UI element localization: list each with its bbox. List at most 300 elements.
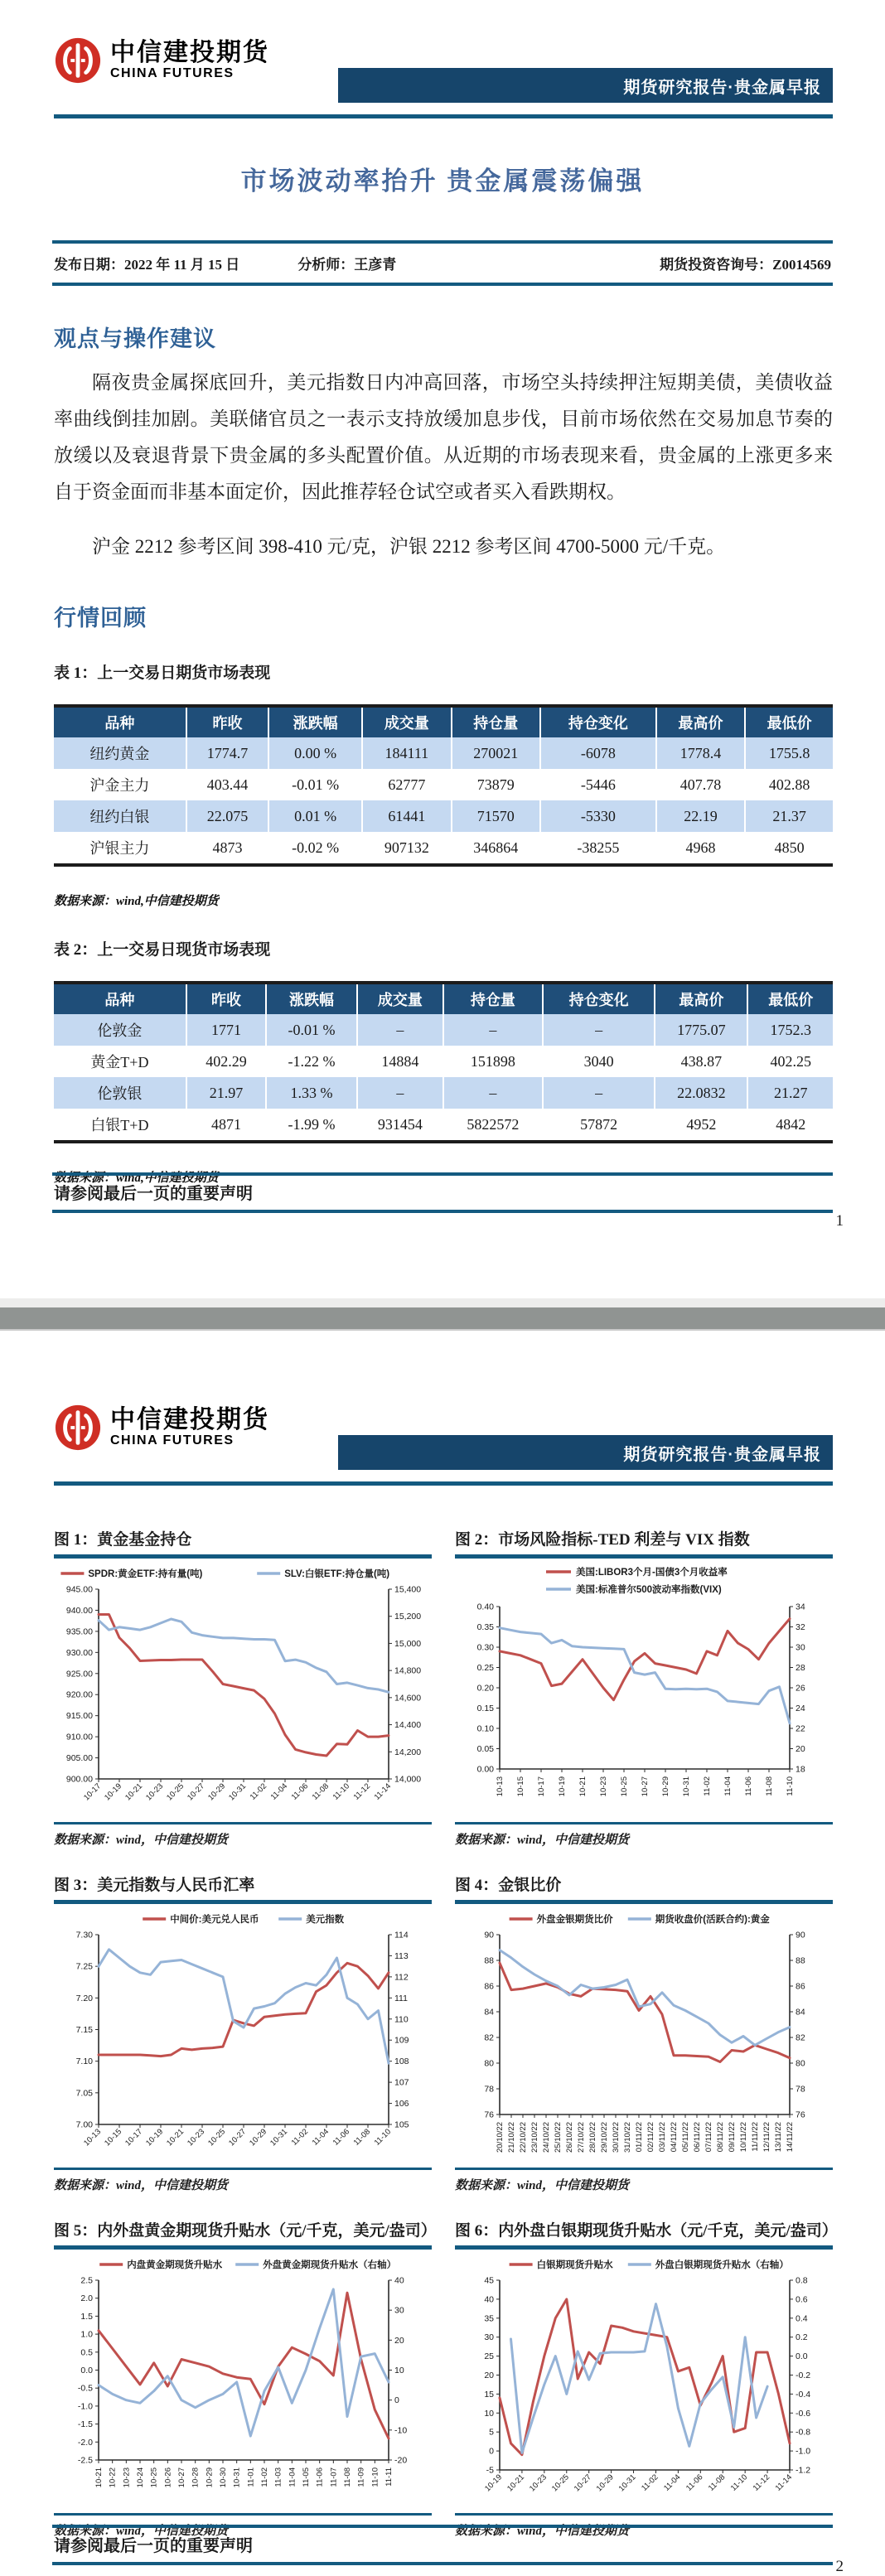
top-margin <box>0 0 885 36</box>
svg-text:11-04: 11-04 <box>288 2467 297 2487</box>
report-banner: 期货研究报告·贵金属早报 <box>338 68 833 103</box>
table-cell: 4952 <box>655 1109 747 1142</box>
table-row <box>54 737 833 769</box>
svg-text:90: 90 <box>796 1930 805 1940</box>
svg-text:0.30: 0.30 <box>476 1642 494 1653</box>
table-cell: – <box>543 1014 655 1046</box>
svg-text:2.0: 2.0 <box>80 2293 93 2304</box>
column-header: 涨跌幅 <box>268 706 362 737</box>
table-cell: 1752.3 <box>747 1014 833 1046</box>
data-source-note: 数据来源：wind，中信建投期货 <box>54 2525 229 2538</box>
svg-text:112: 112 <box>394 1972 409 1983</box>
table-cell: 14884 <box>357 1046 443 1077</box>
svg-text:940.00: 940.00 <box>65 1605 93 1616</box>
svg-text:-5: -5 <box>486 2465 494 2476</box>
svg-text:07/11/22: 07/11/22 <box>704 2122 713 2153</box>
svg-text:10-25: 10-25 <box>549 2472 571 2494</box>
figure-rule <box>54 2245 432 2250</box>
table-cell: 907132 <box>362 832 451 865</box>
svg-text:10-19: 10-19 <box>103 1781 124 1803</box>
table-cell: 62777 <box>362 769 451 800</box>
figure-3-usd-cny <box>54 1873 432 2193</box>
column-header: 品种 <box>54 706 186 737</box>
report-banner: 期货研究报告·贵金属早报 <box>338 1435 833 1470</box>
svg-text:-1.0: -1.0 <box>796 2446 811 2457</box>
svg-text:111: 111 <box>394 1993 408 2003</box>
svg-text:26/10/22: 26/10/22 <box>565 2122 574 2153</box>
svg-text:SLV:白银ETF:持仓量(吨): SLV:白银ETF:持仓量(吨) <box>284 1569 390 1579</box>
table-cell: 71570 <box>452 800 540 832</box>
citic-logo-icon <box>54 1404 102 1452</box>
figure-1-gold-etf-holdings <box>54 1527 432 1848</box>
table-cell: 4968 <box>656 832 745 865</box>
svg-text:11-06: 11-06 <box>331 2127 352 2148</box>
svg-text:78: 78 <box>796 2084 805 2095</box>
svg-text:26: 26 <box>796 1683 805 1694</box>
svg-text:10-29: 10-29 <box>248 2127 269 2148</box>
table-cell: 3040 <box>543 1046 655 1077</box>
svg-text:11-08: 11-08 <box>706 2472 728 2493</box>
svg-text:0: 0 <box>394 2395 399 2406</box>
svg-text:110: 110 <box>394 2014 409 2025</box>
table-cell: 21.37 <box>745 800 833 832</box>
logo-name-en: CHINA FUTURES <box>110 1433 235 1447</box>
page-number: 1 <box>835 1212 844 1230</box>
svg-text:01/11/22: 01/11/22 <box>635 2122 644 2153</box>
page-footer-disclaimer: 请参阅最后一页的重要声明 <box>52 2525 833 2565</box>
logo-name-cn: 中信建投期货 <box>110 1406 269 1433</box>
svg-text:10-19: 10-19 <box>558 1776 567 1797</box>
table-cell: 22.19 <box>656 800 745 832</box>
svg-text:02/11/22: 02/11/22 <box>646 2122 655 2153</box>
figure-caption: 图 5：内外盘黄金期现货升贴水（元/千克，美元/盎司） <box>54 2222 437 2240</box>
svg-text:-20: -20 <box>394 2455 408 2466</box>
svg-text:25/10/22: 25/10/22 <box>554 2122 563 2153</box>
svg-text:11/11/22: 11/11/22 <box>751 2122 760 2152</box>
table-cell: – <box>443 1077 543 1109</box>
logo-text <box>110 1407 269 1448</box>
svg-text:10-21: 10-21 <box>94 2467 104 2488</box>
svg-text:11-14: 11-14 <box>372 1781 394 1802</box>
svg-text:美元指数: 美元指数 <box>306 1915 345 1925</box>
svg-text:11-12: 11-12 <box>351 1781 373 1802</box>
figures-grid <box>54 1527 838 2539</box>
svg-text:10-27: 10-27 <box>572 2472 593 2494</box>
svg-text:10-27: 10-27 <box>177 2467 186 2488</box>
table-cell: 184111 <box>362 737 451 769</box>
silver-basis-chart <box>455 2253 833 2511</box>
svg-text:86: 86 <box>796 1981 805 1992</box>
column-header: 昨收 <box>186 983 266 1014</box>
svg-text:30: 30 <box>394 2305 404 2316</box>
svg-text:10: 10 <box>394 2366 404 2375</box>
figure-rule <box>455 2168 833 2170</box>
svg-text:15,400: 15,400 <box>394 1584 422 1595</box>
svg-text:925.00: 925.00 <box>65 1669 93 1679</box>
svg-text:108: 108 <box>394 2056 409 2067</box>
svg-text:14,200: 14,200 <box>394 1747 422 1757</box>
svg-text:0.8: 0.8 <box>796 2275 808 2286</box>
svg-text:10-23: 10-23 <box>527 2472 549 2494</box>
svg-text:106: 106 <box>394 2099 409 2110</box>
data-source-note: 数据来源：wind，中信建投期货 <box>455 1834 630 1847</box>
table-row <box>54 1014 833 1046</box>
svg-text:915.00: 915.00 <box>65 1711 93 1722</box>
svg-text:11-12: 11-12 <box>751 2472 772 2493</box>
svg-text:11-07: 11-07 <box>329 2467 339 2487</box>
table-cell: -0.01 % <box>268 769 362 800</box>
report-page-2 <box>0 1331 885 2575</box>
svg-text:20/10/22: 20/10/22 <box>496 2122 505 2153</box>
table-cell: 151898 <box>443 1046 543 1077</box>
svg-text:28: 28 <box>796 1663 805 1673</box>
svg-text:-2.5: -2.5 <box>77 2455 93 2466</box>
svg-text:84: 84 <box>484 2007 494 2018</box>
svg-text:86: 86 <box>484 1981 494 1992</box>
svg-text:-1.0: -1.0 <box>77 2401 93 2412</box>
table-cell: 402.25 <box>747 1046 833 1077</box>
svg-text:0.15: 0.15 <box>476 1704 494 1713</box>
svg-text:82: 82 <box>796 2032 805 2043</box>
data-source-note: 数据来源：wind,中信建投期货 <box>54 895 219 908</box>
table-cell: 1774.7 <box>186 737 268 769</box>
svg-text:10-23: 10-23 <box>122 2467 132 2488</box>
svg-text:29/10/22: 29/10/22 <box>600 2122 609 2153</box>
column-header: 最高价 <box>655 983 747 1014</box>
svg-text:82: 82 <box>484 2032 494 2043</box>
gold-silver-ratio-chart <box>455 1907 833 2166</box>
svg-text:10-31: 10-31 <box>227 1781 249 1803</box>
svg-text:10-31: 10-31 <box>232 2467 242 2488</box>
svg-text:5: 5 <box>489 2427 494 2438</box>
table-cell: -0.02 % <box>268 832 362 865</box>
table-row <box>54 1077 833 1109</box>
svg-text:美国:LIBOR3个月-国债3个月收益率: 美国:LIBOR3个月-国债3个月收益率 <box>576 1568 728 1578</box>
svg-text:内盘黄金期现货升贴水: 内盘黄金期现货升贴水 <box>127 2260 223 2270</box>
figure-6-silver-basis <box>455 2218 838 2539</box>
svg-text:10-23: 10-23 <box>186 2127 207 2148</box>
svg-text:11-02: 11-02 <box>260 2467 269 2487</box>
table1-caption: 表 1：上一交易日期货市场表现 <box>54 665 271 682</box>
svg-text:10-27: 10-27 <box>227 2127 249 2148</box>
svg-text:10-25: 10-25 <box>149 2467 159 2488</box>
svg-text:-2.0: -2.0 <box>77 2437 93 2448</box>
svg-text:30: 30 <box>484 2332 494 2343</box>
svg-text:35: 35 <box>484 2313 494 2324</box>
column-header: 持仓量 <box>452 706 540 737</box>
table-cell: -1.22 % <box>266 1046 356 1077</box>
svg-text:90: 90 <box>484 1930 494 1940</box>
table-cell: 57872 <box>543 1109 655 1142</box>
table-cell: 61441 <box>362 800 451 832</box>
svg-text:11-09: 11-09 <box>356 2467 366 2487</box>
svg-text:945.00: 945.00 <box>65 1584 93 1595</box>
svg-text:11-02: 11-02 <box>248 1781 269 1802</box>
svg-text:7.05: 7.05 <box>75 2088 93 2099</box>
svg-text:15,200: 15,200 <box>394 1612 422 1622</box>
svg-text:04/11/22: 04/11/22 <box>670 2122 679 2153</box>
svg-text:935.00: 935.00 <box>65 1626 93 1637</box>
svg-text:25: 25 <box>484 2351 494 2362</box>
table-cell: 沪银主力 <box>89 840 150 857</box>
svg-text:10-24: 10-24 <box>136 2467 145 2488</box>
table-cell: 4871 <box>186 1109 266 1142</box>
table-cell: -1.99 % <box>266 1109 356 1142</box>
svg-text:12/11/22: 12/11/22 <box>762 2122 771 2153</box>
table-cell: -6078 <box>540 737 656 769</box>
svg-text:0.0: 0.0 <box>80 2366 93 2375</box>
figure-rule <box>54 2513 432 2516</box>
svg-text:2.5: 2.5 <box>80 2275 93 2286</box>
figure-caption: 图 4：金银比价 <box>455 1877 562 1894</box>
table-cell: 402.29 <box>186 1046 266 1077</box>
table-cell: 1778.4 <box>656 737 745 769</box>
table-cell: 22.075 <box>186 800 268 832</box>
svg-text:23/10/22: 23/10/22 <box>530 2122 539 2153</box>
svg-text:32: 32 <box>796 1622 805 1632</box>
column-header: 持仓变化 <box>543 983 655 1014</box>
svg-text:10-17: 10-17 <box>537 1776 546 1797</box>
table-cell: 纽约黄金 <box>89 746 150 762</box>
svg-text:7.15: 7.15 <box>75 2025 93 2035</box>
svg-text:109: 109 <box>394 2035 409 2046</box>
svg-text:0.00: 0.00 <box>476 1764 494 1775</box>
svg-text:10-13: 10-13 <box>496 1776 505 1797</box>
svg-text:0.20: 0.20 <box>476 1683 494 1694</box>
table-cell: 1775.07 <box>655 1014 747 1046</box>
table-row <box>54 1109 833 1142</box>
svg-text:11-11: 11-11 <box>384 2467 394 2487</box>
svg-text:期货收盘价(活跃合约):黄金: 期货收盘价(活跃合约):黄金 <box>655 1915 770 1925</box>
svg-text:910.00: 910.00 <box>65 1732 93 1742</box>
svg-text:11-04: 11-04 <box>268 1781 290 1802</box>
svg-text:11-10: 11-10 <box>786 1776 795 1796</box>
svg-text:11-04: 11-04 <box>662 2472 683 2493</box>
svg-text:28/10/22: 28/10/22 <box>588 2122 597 2153</box>
svg-text:905.00: 905.00 <box>65 1753 93 1764</box>
futures-market-table <box>54 704 833 867</box>
table-row <box>54 769 833 800</box>
svg-text:0.25: 0.25 <box>476 1663 494 1673</box>
table-cell: 931454 <box>357 1109 443 1142</box>
advisory-number: 期货投资咨询号：Z0014569 <box>660 257 831 273</box>
table-cell: 白银T+D <box>90 1117 149 1133</box>
spot-market-table <box>54 981 833 1143</box>
svg-text:40: 40 <box>484 2294 494 2305</box>
figure-rule <box>455 1554 833 1559</box>
table-cell: 403.44 <box>186 769 268 800</box>
table-cell: 407.78 <box>656 769 745 800</box>
table-cell: – <box>357 1077 443 1109</box>
svg-text:0.5: 0.5 <box>80 2347 93 2358</box>
svg-text:11-06: 11-06 <box>289 1781 311 1802</box>
svg-text:15: 15 <box>484 2389 494 2400</box>
table-row <box>54 800 833 832</box>
figure-caption: 图 2：市场风险指标-TED 利差与 VIX 指数 <box>455 1531 750 1549</box>
svg-text:88: 88 <box>484 1955 494 1966</box>
table-cell: 黄金T+D <box>90 1054 149 1071</box>
company-logo <box>54 36 269 85</box>
svg-text:11-03: 11-03 <box>273 2467 283 2487</box>
svg-text:7.00: 7.00 <box>75 2119 93 2130</box>
data-source-note: 数据来源：wind,中信建投期货 <box>54 1172 219 1185</box>
table2-caption: 表 2：上一交易日现货市场表现 <box>54 941 271 959</box>
svg-text:14/11/22: 14/11/22 <box>786 2122 795 2153</box>
logo-name-en: CHINA FUTURES <box>110 66 235 80</box>
svg-text:11-02: 11-02 <box>640 2472 660 2493</box>
svg-text:10-25: 10-25 <box>620 1776 629 1797</box>
svg-text:15,000: 15,000 <box>394 1638 422 1649</box>
svg-text:0.2: 0.2 <box>796 2332 808 2343</box>
svg-text:-0.8: -0.8 <box>796 2427 811 2438</box>
svg-text:10-31: 10-31 <box>617 2472 638 2494</box>
table-cell: 270021 <box>452 737 540 769</box>
data-source-note: 数据来源：wind，中信建投期货 <box>455 2525 630 2538</box>
table-cell: 沪金主力 <box>89 777 150 794</box>
svg-text:0.6: 0.6 <box>796 2294 808 2305</box>
svg-text:7.20: 7.20 <box>75 1993 93 2003</box>
table-cell: 4850 <box>745 832 833 865</box>
svg-text:7.25: 7.25 <box>75 1961 93 1972</box>
column-header: 持仓量 <box>443 983 543 1014</box>
svg-text:10-29: 10-29 <box>206 1781 228 1803</box>
table-cell: 438.87 <box>655 1046 747 1077</box>
figure-caption: 图 6：内外盘白银期现货升贴水（元/千克，美元/盎司） <box>455 2222 838 2240</box>
report-header <box>54 36 833 108</box>
logo-text <box>110 40 269 81</box>
column-header: 品种 <box>54 983 186 1014</box>
svg-text:11-14: 11-14 <box>773 2472 795 2493</box>
figure-rule <box>455 1900 833 1904</box>
svg-text:10-23: 10-23 <box>144 1781 166 1803</box>
svg-text:930.00: 930.00 <box>65 1647 93 1658</box>
table-cell: – <box>543 1077 655 1109</box>
data-source-note: 数据来源：wind，中信建投期货 <box>54 1834 229 1847</box>
table-cell: – <box>443 1014 543 1046</box>
table-cell: 0.01 % <box>268 800 362 832</box>
svg-text:美国:标准普尔500波动率指数(VIX): 美国:标准普尔500波动率指数(VIX) <box>576 1585 722 1595</box>
column-header: 涨跌幅 <box>266 983 356 1014</box>
svg-text:10-31: 10-31 <box>682 1776 691 1797</box>
svg-text:10-21: 10-21 <box>505 2472 527 2494</box>
svg-text:22/10/22: 22/10/22 <box>519 2122 528 2153</box>
svg-text:0: 0 <box>489 2446 494 2457</box>
table-cell: 73879 <box>452 769 540 800</box>
svg-text:14,400: 14,400 <box>394 1720 422 1731</box>
figure-rule <box>54 1900 432 1904</box>
figure-caption: 图 3：美元指数与人民币汇率 <box>54 1877 255 1894</box>
svg-text:11-06: 11-06 <box>744 1776 753 1796</box>
table-cell: 1771 <box>186 1014 266 1046</box>
figure-caption: 图 1：黄金基金持仓 <box>54 1531 192 1549</box>
svg-text:10: 10 <box>484 2408 494 2419</box>
svg-text:中间价:美元兑人民币: 中间价:美元兑人民币 <box>170 1915 259 1925</box>
svg-text:10-15: 10-15 <box>103 2127 124 2148</box>
table-cell: 1.33 % <box>266 1077 356 1109</box>
figure-4-gold-silver-ratio <box>455 1873 833 2193</box>
page-separator <box>0 1298 885 1331</box>
svg-text:14,600: 14,600 <box>394 1693 422 1704</box>
column-header: 昨收 <box>186 706 268 737</box>
svg-text:0.35: 0.35 <box>476 1622 494 1632</box>
svg-text:84: 84 <box>796 2007 805 2018</box>
column-header: 最低价 <box>747 983 833 1014</box>
svg-text:900.00: 900.00 <box>65 1774 93 1785</box>
svg-text:27/10/22: 27/10/22 <box>577 2122 586 2153</box>
svg-text:11-10: 11-10 <box>372 2127 394 2148</box>
column-header: 成交量 <box>362 706 451 737</box>
svg-text:10-22: 10-22 <box>108 2467 118 2488</box>
table-cell: 22.0832 <box>655 1077 747 1109</box>
publish-date: 发布日期：2022 年 11 月 15 日 <box>54 257 240 273</box>
svg-text:10-21: 10-21 <box>578 1776 588 1797</box>
svg-text:10-29: 10-29 <box>594 2472 616 2494</box>
svg-text:06/11/22: 06/11/22 <box>693 2122 702 2153</box>
svg-text:11-06: 11-06 <box>684 2472 705 2493</box>
svg-text:10-23: 10-23 <box>599 1776 608 1797</box>
meta-bar <box>52 240 833 286</box>
svg-text:0.40: 0.40 <box>476 1602 494 1612</box>
gold-etf-holdings-chart <box>54 1562 432 1820</box>
svg-text:20: 20 <box>394 2335 404 2346</box>
svg-text:11-02: 11-02 <box>289 2127 311 2148</box>
table-cell: 21.97 <box>186 1077 266 1109</box>
table-cell: 伦敦银 <box>97 1085 143 1102</box>
svg-text:-1.2: -1.2 <box>796 2465 811 2476</box>
svg-text:18: 18 <box>796 1764 805 1775</box>
header-rule <box>54 1481 833 1486</box>
svg-text:白银期现货升贴水: 白银期现货升贴水 <box>536 2260 613 2270</box>
svg-text:外盘黄金期现货升贴水（右轴）: 外盘黄金期现货升贴水（右轴） <box>263 2260 397 2270</box>
table-row <box>54 832 833 865</box>
svg-text:10-31: 10-31 <box>268 2127 290 2148</box>
table-cell: 1755.8 <box>745 737 833 769</box>
svg-text:10-30: 10-30 <box>219 2467 228 2488</box>
column-header: 成交量 <box>357 983 443 1014</box>
svg-text:10/11/22: 10/11/22 <box>739 2122 748 2153</box>
viewpoint-paragraph: 隔夜贵金属探底回升，美元指数日内冲高回落，市场空头持续押注短期美债，美债收益率曲线倒挂加剧。美联储官员之一表示支持放缓加息步伐，目前市场依然在交易加息节奏的放缓以及衰退背景下贵金属的多头配置价值。从近期的市场表现来看，贵金属的上涨更多来自于资金面而非基本面定价，因此推荐轻仓试空或者买入看跌期权。 <box>54 372 833 502</box>
svg-text:20: 20 <box>484 2371 494 2380</box>
svg-text:11-08: 11-08 <box>765 1776 774 1796</box>
svg-text:7.30: 7.30 <box>75 1930 93 1940</box>
svg-text:08/11/22: 08/11/22 <box>716 2122 725 2153</box>
table-cell: 4842 <box>747 1109 833 1142</box>
usd-index-cny-chart <box>54 1907 432 2166</box>
svg-text:-1.5: -1.5 <box>77 2419 93 2430</box>
page-footer-disclaimer: 请参阅最后一页的重要声明 <box>52 1172 833 1213</box>
svg-text:76: 76 <box>796 2110 805 2120</box>
figure-rule <box>455 2513 833 2516</box>
table-cell: 21.27 <box>747 1077 833 1109</box>
svg-text:10-26: 10-26 <box>163 2467 173 2488</box>
svg-text:7.10: 7.10 <box>75 2056 93 2067</box>
svg-text:80: 80 <box>796 2058 805 2069</box>
svg-text:20: 20 <box>796 1744 805 1754</box>
svg-text:920.00: 920.00 <box>65 1689 93 1700</box>
figure-5-gold-basis <box>54 2218 437 2539</box>
report-title: 市场波动率抬升 贵金属震荡偏强 <box>240 167 645 196</box>
svg-text:10-19: 10-19 <box>144 2127 166 2148</box>
logo-name-cn: 中信建投期货 <box>110 39 269 66</box>
svg-text:10-19: 10-19 <box>483 2472 505 2494</box>
table-cell: -38255 <box>540 832 656 865</box>
svg-text:0.10: 0.10 <box>476 1723 494 1734</box>
svg-text:76: 76 <box>484 2110 494 2120</box>
table-cell: 402.88 <box>745 769 833 800</box>
reference-range-paragraph: 沪金 2212 参考区间 398-410 元/克，沪银 2212 参考区间 4700-5000 元/千克。 <box>92 536 726 557</box>
svg-text:SPDR:黄金ETF:持有量(吨): SPDR:黄金ETF:持有量(吨) <box>88 1569 203 1579</box>
report-header <box>54 1404 833 1475</box>
